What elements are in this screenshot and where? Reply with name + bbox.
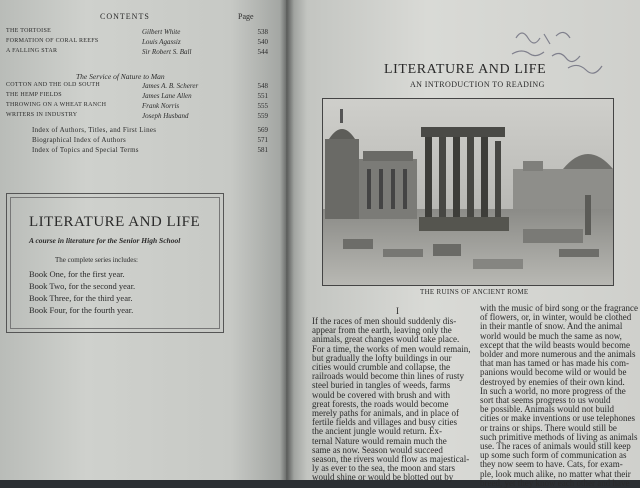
page-subtitle: AN INTRODUCTION TO READING [410,80,545,89]
body-text-line: destroyed by enemies of their own kind. [480,376,625,387]
book-gutter-shadow [280,0,294,480]
body-text-line: steel buried in tangles of weeds, farms [312,380,451,391]
series-book: Book Four, for the fourth year. [29,305,134,315]
series-book: Book One, for the first year. [29,269,125,279]
body-text-line: season, the rivers would flow as majestical- [312,454,470,464]
toc-page: 569 [257,126,268,134]
body-text-line: appear from the earth, leaving only the [312,325,452,336]
section-title: The Service of Nature to Man [76,72,165,81]
contents-heading: CONTENTS [100,12,150,21]
body-text-line: sort that seems progress to us would [480,395,611,405]
body-text-line: For a time, the works of men would remain, [312,343,471,354]
body-text-line: bolder and more numerous and the animals [480,349,636,359]
toc-page: 544 [257,48,268,56]
photo-caption: THE RUINS OF ANCIENT ROME [420,288,529,296]
series-book: Book Two, for the second year. [29,281,136,291]
toc-author: Joseph Husband [142,112,189,120]
body-text-line: except that the wild beasts would become [480,339,630,350]
toc-author: Frank Norris [142,102,180,110]
body-text-line: be possible. Animals would not build [480,404,614,415]
body-text-line: If the races of men should suddenly dis- [312,316,457,326]
body-text-line: with the music of bird song or the fragrance [480,303,638,313]
toc-entry [6,82,268,91]
rome-ruins-illustration [323,99,613,285]
toc-page: 540 [257,38,268,46]
body-text-line: world would be much the same as now, [480,330,622,341]
body-text-line: cities would crumble and collapse, the [312,362,450,372]
body-text-line: panions would become wild or would be [480,367,627,378]
series-title: LITERATURE AND LIFE [29,214,201,230]
body-text-line: or trains or ships. There would still be [480,422,617,433]
body-text-line: animals, great changes would take place. [312,334,460,345]
body-text-line: use. The races of animals would still keep [480,441,631,451]
toc-page: 548 [257,82,268,90]
body-text-line: ple, look much alike, no matter what their [480,468,631,479]
body-text-line: that man has tamed or has made his com- [480,358,629,369]
body-text-line: up some such form of communication as [480,450,627,461]
body-text-line: ly as ever to the sea, the moon and stars [312,463,455,474]
toc-list [6,28,268,154]
toc-entry [6,28,268,37]
toc-index-entry [6,136,268,145]
toc-page: 581 [257,146,268,154]
body-text-line: railroads would become thin lines of rusty [312,371,464,382]
series-book: Book Three, for the third year. [29,293,133,303]
page-title: LITERATURE AND LIFE [384,62,547,77]
series-box [6,193,224,333]
toc-page: 555 [257,102,268,110]
body-text-line: ternal Nature would remain much the [312,435,447,446]
toc-index-entry [6,146,268,155]
toc-page: 551 [257,92,268,100]
toc-author: James A. B. Scherer [142,82,199,90]
text-column-left [312,316,480,483]
body-text-line: of flowers, or, in winter, would be clothed [480,312,632,323]
toc-title: COTTON AND THE OLD SOUTH [6,82,100,88]
toc-author: Sir Robert S. Ball [142,48,192,56]
toc-author: Gilbert White [142,28,181,36]
body-text-line: cities or make inventions or use telephones [480,413,635,424]
toc-entry [6,48,268,57]
toc-title: THE TORTOISE [6,28,52,34]
toc-title: WRITERS IN INDUSTRY [6,112,78,118]
toc-entry [6,38,268,47]
toc-author: James Lane Allen [142,92,192,100]
body-text-line: but gradually the lofty buildings in our [312,352,452,363]
body-text-line: the ancient jungle would return. Ex- [312,426,442,437]
body-text-line: fertile fields and villages and busy cities [312,417,457,428]
body-text-line: would be covered with brush and with [312,389,450,400]
body-text-line: they now seem to have. Cats, for exam- [480,459,623,470]
toc-title: FORMATION OF CORAL REEFS [6,38,99,44]
body-text-line: in their mantle of snow. And the animal [480,321,623,332]
toc-title: Biographical Index of Authors [32,136,127,144]
toc-entry [6,112,268,121]
left-book-page [0,0,288,480]
toc-title: A FALLING STAR [6,48,58,54]
page-column-heading: Page [238,12,254,21]
series-intro: The complete series includes: [55,256,138,264]
toc-page: 571 [257,136,268,144]
right-book-page [286,0,640,488]
series-subtitle: A course in literature for the Senior High School [29,236,181,245]
ruins-photograph [322,98,614,286]
toc-title: Index of Authors, Titles, and First Lines [32,126,157,134]
body-text-line: great forests, the roads would become [312,398,449,409]
toc-title: Index of Topics and Special Terms [32,146,139,154]
body-text-line: breed, yet they know each other and have [480,477,630,488]
toc-title: THROWING ON A WHEAT RANCH [6,102,107,108]
toc-entry [6,102,268,111]
body-text-line: In such a world, no more progress of the [480,385,626,396]
body-text-line: would shine or would be blotted out by [312,472,454,483]
section-numeral: I [396,306,399,316]
toc-title: THE HEMP FIELDS [6,92,62,98]
toc-author: Louis Agassiz [142,38,181,46]
toc-page: 538 [257,28,268,36]
toc-index-entry [6,126,268,135]
body-text-line: merely paths for animals, and in place of [312,408,459,418]
body-text-line: same as now. Season would succeed [312,444,443,455]
toc-page: 559 [257,112,268,120]
toc-entry [6,92,268,101]
body-text-line: such primitive methods of living as animals [480,431,638,442]
text-column-right [480,303,640,488]
